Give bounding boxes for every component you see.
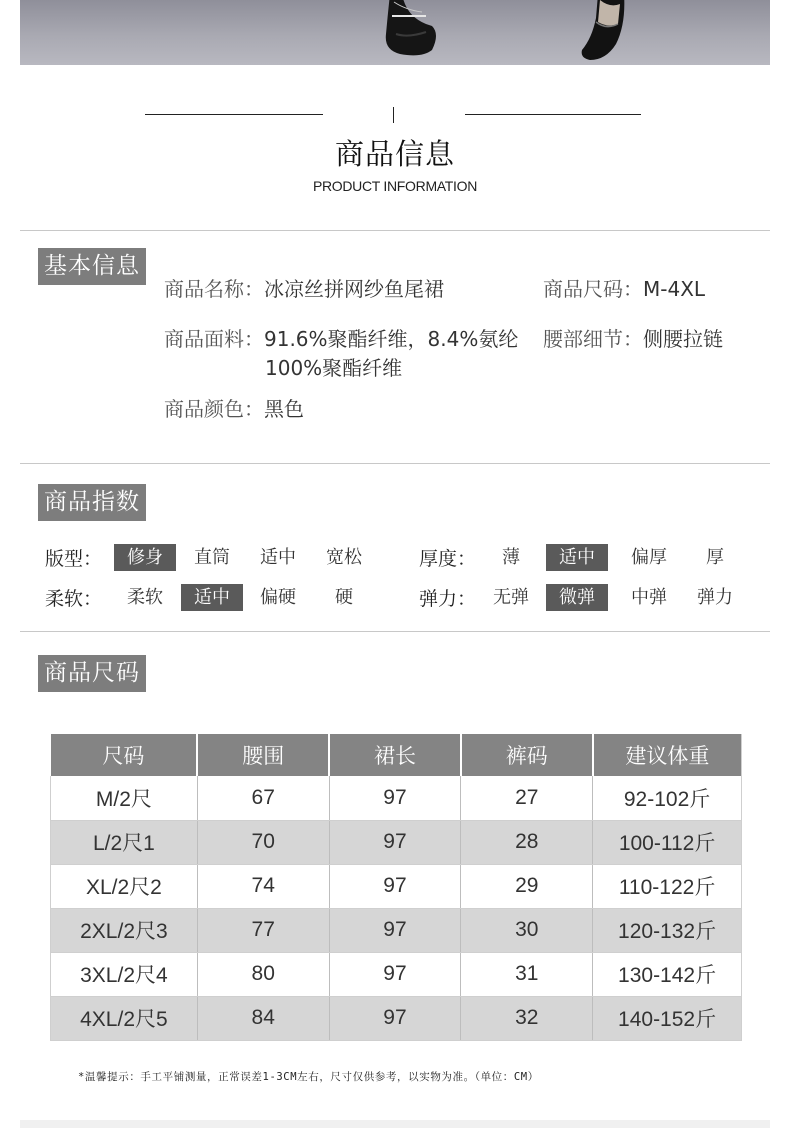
table-row	[51, 908, 742, 952]
page-subtitle: PRODUCT INFORMATION	[312, 178, 478, 194]
table-cell: 2XL/2尺3	[51, 908, 198, 952]
softness-key: 柔软：	[45, 588, 103, 610]
table-row	[51, 996, 742, 1040]
product-fabric-value-2: 100%聚酯纤维	[265, 356, 403, 380]
elasticity-key: 弹力：	[419, 588, 477, 610]
table-cell: 120-132斤	[593, 908, 742, 952]
table-row	[51, 820, 742, 864]
product-photo-strip	[20, 0, 770, 65]
fit-option-regular: 适中	[260, 547, 296, 568]
fit-option-loose: 宽松	[326, 547, 362, 568]
table-cell: 130-142斤	[593, 952, 742, 996]
waist-detail-value: 侧腰拉链	[643, 327, 723, 351]
thickness-option-thin: 薄	[502, 547, 520, 568]
page-title: 商品信息	[334, 137, 455, 171]
table-cell: 97	[329, 996, 461, 1040]
table-cell: 140-152斤	[593, 996, 742, 1040]
table-cell: 67	[197, 776, 329, 820]
table-cell: L/2尺1	[51, 820, 198, 864]
product-size-row	[543, 273, 705, 302]
table-cell: 97	[329, 820, 461, 864]
fit-key: 版型：	[45, 548, 103, 570]
product-fabric-row	[164, 323, 518, 352]
section-title	[0, 100, 790, 210]
table-cell: 80	[197, 952, 329, 996]
elasticity-option-slight: 微弹	[546, 584, 608, 611]
table-cell: 31	[461, 952, 593, 996]
title-divider-left	[145, 114, 323, 115]
thickness-key: 厚度：	[419, 548, 477, 570]
shoe-left-image	[382, 0, 462, 64]
table-cell: 97	[329, 908, 461, 952]
table-cell: 97	[329, 952, 461, 996]
softness-option-soft: 柔软	[127, 587, 163, 608]
product-name-key: 商品名称：	[164, 277, 264, 301]
waist-detail-row	[543, 323, 723, 352]
title-divider-tick	[393, 107, 394, 123]
waist-detail-key: 腰部细节：	[543, 327, 643, 351]
table-row	[51, 952, 742, 996]
table-cell: 100-112斤	[593, 820, 742, 864]
softness-option-hard: 硬	[335, 587, 353, 608]
table-cell: 97	[329, 864, 461, 908]
shoe-right-image	[576, 0, 636, 65]
elasticity-option-none: 无弹	[493, 587, 529, 608]
product-name-value: 冰凉丝拼网纱鱼尾裙	[264, 277, 444, 301]
thickness-option-thicker: 偏厚	[631, 547, 667, 568]
fit-option-straight: 直筒	[194, 547, 230, 568]
table-cell: 74	[197, 864, 329, 908]
column-header: 裙长	[329, 734, 461, 776]
size-chart-label: 商品尺码	[38, 655, 146, 692]
column-header: 建议体重	[593, 734, 742, 776]
table-cell: 30	[461, 908, 593, 952]
divider	[20, 463, 770, 464]
thickness-option-medium: 适中	[546, 544, 608, 571]
table-cell: XL/2尺2	[51, 864, 198, 908]
table-cell: M/2尺	[51, 776, 198, 820]
table-row	[51, 864, 742, 908]
table-cell: 3XL/2尺4	[51, 952, 198, 996]
product-color-key: 商品颜色：	[164, 397, 264, 421]
column-header: 腰围	[197, 734, 329, 776]
table-row	[51, 776, 742, 820]
measurement-note: *温馨提示：手工平铺测量，正常误差1-3CM左右，尺寸仅供参考，以实物为准。（单位：CM）	[78, 1071, 539, 1083]
product-index-label: 商品指数	[38, 484, 146, 521]
table-cell: 77	[197, 908, 329, 952]
table-cell: 92-102斤	[593, 776, 742, 820]
table-cell: 84	[197, 996, 329, 1040]
product-fabric-key: 商品面料：	[164, 327, 264, 351]
basic-info-label: 基本信息	[38, 248, 146, 285]
table-cell: 32	[461, 996, 593, 1040]
product-size-value: M-4XL	[643, 277, 706, 301]
fit-option-slim: 修身	[114, 544, 176, 571]
bottom-band	[20, 1120, 770, 1128]
table-cell: 4XL/2尺5	[51, 996, 198, 1040]
title-divider-right	[465, 114, 641, 115]
product-color-value: 黑色	[264, 397, 304, 421]
product-name-row	[164, 273, 444, 302]
table-cell: 27	[461, 776, 593, 820]
product-fabric-value: 91.6%聚酯纤维，8.4%氨纶	[264, 327, 519, 351]
table-cell: 97	[329, 776, 461, 820]
thickness-option-thick: 厚	[706, 547, 724, 568]
divider	[20, 631, 770, 632]
elasticity-option-medium: 中弹	[631, 587, 667, 608]
softness-option-medium: 适中	[181, 584, 243, 611]
table-cell: 110-122斤	[593, 864, 742, 908]
column-header: 尺码	[51, 734, 198, 776]
table-cell: 70	[197, 820, 329, 864]
table-cell: 28	[461, 820, 593, 864]
size-table	[50, 734, 742, 1041]
table-header-row	[51, 734, 742, 776]
divider	[20, 230, 770, 231]
product-size-key: 商品尺码：	[543, 277, 643, 301]
column-header: 裤码	[461, 734, 593, 776]
table-cell: 29	[461, 864, 593, 908]
elasticity-option-stretch: 弹力	[697, 587, 733, 608]
softness-option-firm: 偏硬	[260, 587, 296, 608]
product-color-row	[164, 393, 304, 422]
